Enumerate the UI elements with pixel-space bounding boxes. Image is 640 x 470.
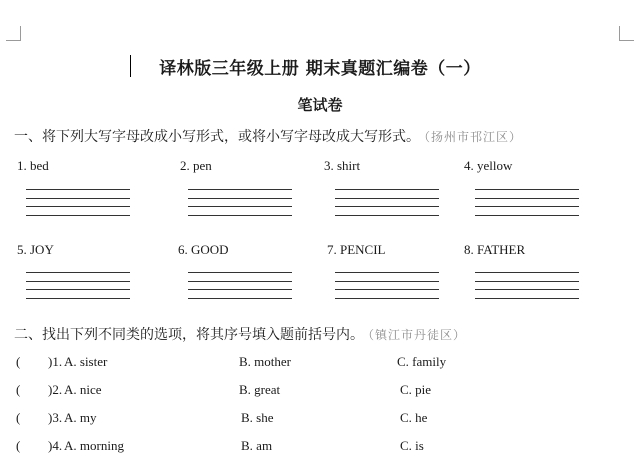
- question-row: [14, 438, 614, 458]
- page-corner-mark-right: [619, 26, 634, 41]
- question-row: [14, 410, 614, 430]
- item-word: 5. JOY: [17, 242, 54, 257]
- option-c: C. pie: [400, 382, 432, 397]
- answer-bracket[interactable]: (: [16, 438, 21, 453]
- question-number: )3.: [48, 410, 63, 425]
- section-1-heading-text: 一、将下列大写字母改成小写形式，或将小写字母改成大写形式。: [14, 129, 420, 145]
- question-row: [14, 382, 614, 402]
- option-a: A. my: [64, 410, 97, 425]
- document-subtitle: 笔试卷: [297, 96, 343, 114]
- writing-lines[interactable]: [475, 189, 579, 219]
- item-word: 6. GOOD: [178, 242, 229, 257]
- item-word: 8. FATHER: [464, 242, 526, 257]
- writing-lines[interactable]: [26, 272, 130, 302]
- section-2-heading: [14, 324, 466, 344]
- item-word: 3. shirt: [324, 158, 361, 173]
- page-corner-mark-left: [6, 26, 21, 41]
- document-title: 译林版三年级上册 期末真题汇编卷（一）: [159, 59, 481, 79]
- section-2-heading-text: 二、找出下列不同类的选项，将其序号填入题前括号内。: [14, 327, 364, 343]
- item-word: 4. yellow: [464, 158, 513, 173]
- writing-lines[interactable]: [188, 189, 292, 219]
- writing-lines[interactable]: [475, 272, 579, 302]
- answer-bracket[interactable]: (: [16, 382, 21, 397]
- option-b: B. mother: [239, 354, 291, 369]
- option-b: B. great: [239, 382, 281, 397]
- writing-lines[interactable]: [26, 189, 130, 219]
- answer-bracket[interactable]: (: [16, 354, 21, 369]
- section-1-source: （扬州市邗江区）: [424, 130, 523, 144]
- option-c: C. family: [397, 354, 447, 369]
- option-b: B. am: [241, 438, 273, 453]
- item-word: 7. PENCIL: [327, 242, 386, 257]
- option-a: A. sister: [64, 354, 108, 369]
- answer-bracket[interactable]: (: [16, 410, 21, 425]
- question-row: [14, 354, 614, 374]
- option-c: C. he: [400, 410, 428, 425]
- section-1-heading: [14, 126, 522, 146]
- question-number: )1.: [48, 354, 63, 369]
- question-number: )4.: [48, 438, 63, 453]
- option-c: C. is: [400, 438, 424, 453]
- section-2-source: （镇江市丹徒区）: [368, 328, 467, 342]
- option-a: A. morning: [64, 438, 124, 453]
- writing-lines[interactable]: [335, 272, 439, 302]
- item-word: 1. bed: [17, 158, 49, 173]
- writing-lines[interactable]: [335, 189, 439, 219]
- item-word: 2. pen: [180, 158, 212, 173]
- question-number: )2.: [48, 382, 63, 397]
- writing-lines[interactable]: [188, 272, 292, 302]
- option-a: A. nice: [64, 382, 102, 397]
- option-b: B. she: [241, 410, 274, 425]
